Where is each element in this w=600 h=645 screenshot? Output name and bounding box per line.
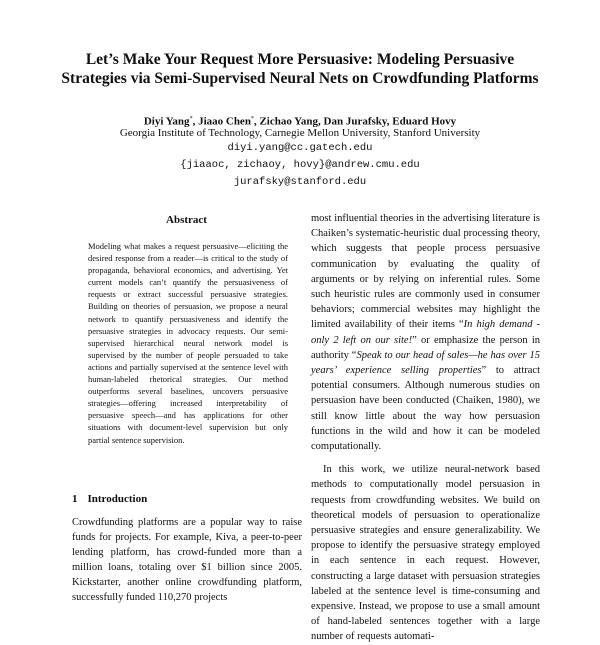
- para1-quote-2: Speak to our head of sales—he has over 15 years’ experience selling properties: [311, 349, 540, 377]
- author-2-mark: *: [250, 116, 254, 122]
- email-list: [0, 140, 600, 191]
- author-2: Jiaao Chen: [198, 115, 251, 128]
- right-paragraph-1: [311, 211, 540, 454]
- affiliation: Georgia Institute of Technology, Carnegie Mellon University, Stanford University: [119, 127, 481, 139]
- right-column: [311, 211, 540, 645]
- introduction-text: Crowdfunding platforms are a popular way to raise funds for projects. For example, Kiva, a peer-to-peer lending platform, has crowd-funded more than a million loans, totaling over $1 billion since 2005. Kickstarter, another online crowdfunding platform, successfully funded 110,270 projects: [72, 517, 302, 603]
- email-3: jurafsky@stanford.edu: [233, 176, 367, 188]
- author-others: Zichao Yang, Dan Jurafsky, Eduard Hovy: [259, 115, 457, 128]
- title-line-1: Let’s Make Your Request More Persuasive: Modeling Persuasive: [85, 51, 515, 68]
- paper-title: [0, 50, 600, 88]
- right-paragraph-2: In this work, we utilize neural-network based methods to computationally model persuasion in requests from crowdfunding websites. We build on theoretical models of persuasion to operationalize persuasive strategies and ensure generalizability. We propose to identify the persuasive strategy employed in each sentence in each request. However, constructing a large dataset with persuasion strategies labeled at the sentence level is time-consuming and expensive. Instead, we propose to use a small amount of hand-labeled sentences together with a large number of requests automati-: [311, 464, 540, 643]
- para1-part-a: most influential theories in the advertising literature is Chaiken’s systematic-heuristic dual processing theory, which suggests that people process persuasive communication by evaluating the quality of arguments or by relying on inferential rules. Some such heuristic rules are commonly used in consumer behaviors; commercial websites may highlight the limited availability of their items “: [311, 213, 540, 331]
- author-list: Diyi Yang*, Jiaao Chen*, Zichao Yang, Dan Jurafsky, Eduard Hovy: [143, 115, 457, 128]
- section-number: 1: [72, 493, 78, 505]
- title-line-2: Strategies via Semi-Supervised Neural Nets on Crowdfunding Platforms: [61, 70, 539, 87]
- email-2: {jiaaoc, zichaoy, hovy}@andrew.cmu.edu: [180, 159, 420, 171]
- abstract-heading: Abstract: [166, 214, 207, 226]
- abstract-text: Modeling what makes a request persuasive—eliciting the desired response from a reader—is critical to the study of propaganda, behavioral economics, and advertising. Yet current models can’t quantify the persuasiveness of requests or extract successful persuasive strategies. Building on theories of persuasion, we propose a neural network to quantify persuasiveness and identify the persuasive strategies in advocacy requests. Our semi-supervised hierarchical neural network model is supervised by the number of people persuaded to take actions and partially supervised at the sentence level with human-labeled rhetorical strategies. Our method outperforms several baselines, uncovers persuasive strategies—offering increased interpretability of persuasive speech—and has applications for other situations with document-level supervision but only partial sentence supervision.: [88, 241, 288, 445]
- author-1: Diyi Yang: [143, 115, 190, 128]
- section-title: Introduction: [87, 493, 148, 505]
- author-1-mark: *: [189, 116, 193, 122]
- section-heading-introduction: [72, 493, 147, 505]
- email-1: diyi.yang@cc.gatech.edu: [227, 142, 373, 154]
- para1-part-c: ” to attract potential consumers. Although numerous studies on persuasion have been conducted (Chaiken, 1980), we still know little about the way how persuasion functions in the wild and how it can be modeled computationally.: [311, 365, 540, 453]
- para1-quote-1: In high demand - only 2 left on our site!: [311, 319, 540, 346]
- para1-part-b: ” or emphasize the person in authority “: [311, 334, 540, 361]
